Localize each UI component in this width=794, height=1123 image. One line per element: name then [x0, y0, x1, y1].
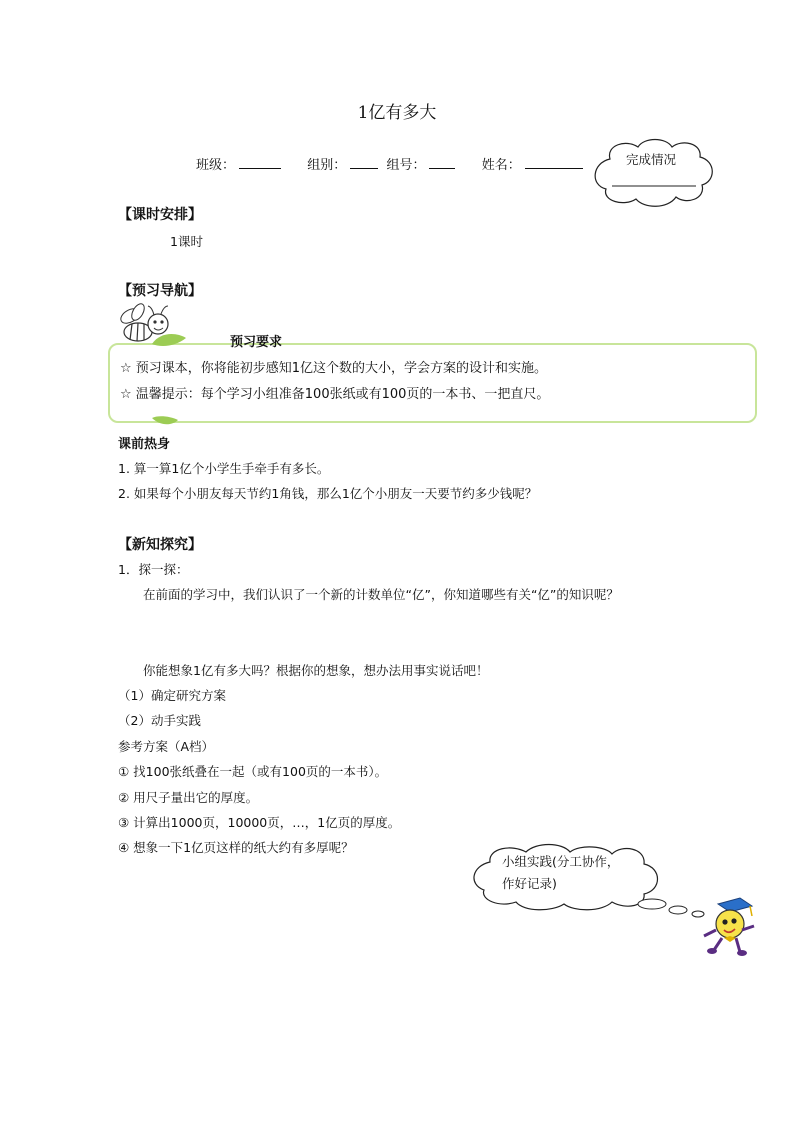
leaf-decoration-bottom	[150, 414, 180, 428]
speech-line-1: 小组实践(分工协作，	[502, 854, 620, 869]
requirement-line-2: ☆ 温馨提示：每个学习小组准备100张纸或有100页的一本书、一把直尺。	[120, 387, 550, 402]
group-field[interactable]	[350, 154, 378, 169]
explore-step-2: （2）动手实践	[118, 713, 201, 728]
completion-cloud	[588, 135, 720, 211]
requirement-line-1: ☆ 预习课本，你将能初步感知1亿这个数的大小，学会方案的设计和实施。	[120, 361, 548, 376]
group-label: 组别：	[307, 158, 347, 173]
warmup-item-2: 2. 如果每个小朋友每天节约1角钱，那么1亿个小朋友一天要节约多少钱呢？	[118, 486, 538, 501]
explore-paragraph-2: 你能想象1亿有多大吗？根据你的想象，想办法用事实说话吧！	[143, 663, 489, 678]
graduate-mascot-icon	[696, 896, 760, 956]
plan-item-4: ④ 想象一下1亿页这样的纸大约有多厚呢？	[118, 840, 354, 855]
student-info-row	[196, 154, 587, 173]
number-field[interactable]	[429, 154, 455, 169]
bee-icon	[116, 302, 172, 348]
class-label: 班级：	[196, 158, 236, 173]
warmup-item-1: 1. 算一算1亿个小学生手牵手有多长。	[118, 461, 330, 476]
explore-heading: 【新知探究】	[118, 537, 202, 553]
schedule-heading: 【课时安排】	[118, 207, 202, 223]
explore-item-1: 1．探一探：	[118, 562, 189, 577]
schedule-content: 1课时	[170, 234, 203, 249]
plan-item-2: ② 用尺子量出它的厚度。	[118, 790, 259, 805]
plan-title: 参考方案（A档）	[118, 739, 215, 754]
class-field[interactable]	[239, 154, 281, 169]
plan-item-1: ① 找100张纸叠在一起（或有100页的一本书）。	[118, 764, 388, 779]
explore-step-1: （1）确定研究方案	[118, 688, 226, 703]
explore-paragraph-1: 在前面的学习中，我们认识了一个新的计数单位“亿”，你知道哪些有关“亿”的知识呢？	[143, 587, 619, 602]
page-title: 1亿有多大	[357, 103, 437, 123]
warmup-heading: 课前热身	[118, 437, 171, 452]
plan-item-3: ③ 计算出1000页，10000页，…，1亿页的厚度。	[118, 815, 401, 830]
completion-label: 完成情况	[626, 152, 677, 167]
name-field[interactable]	[525, 154, 583, 169]
number-label: 组号：	[386, 158, 426, 173]
speech-line-2: 作好记录)	[502, 876, 557, 891]
requirements-title: 预习要求	[230, 335, 283, 350]
name-label: 姓名：	[481, 158, 521, 173]
preview-heading: 【预习导航】	[118, 283, 202, 299]
